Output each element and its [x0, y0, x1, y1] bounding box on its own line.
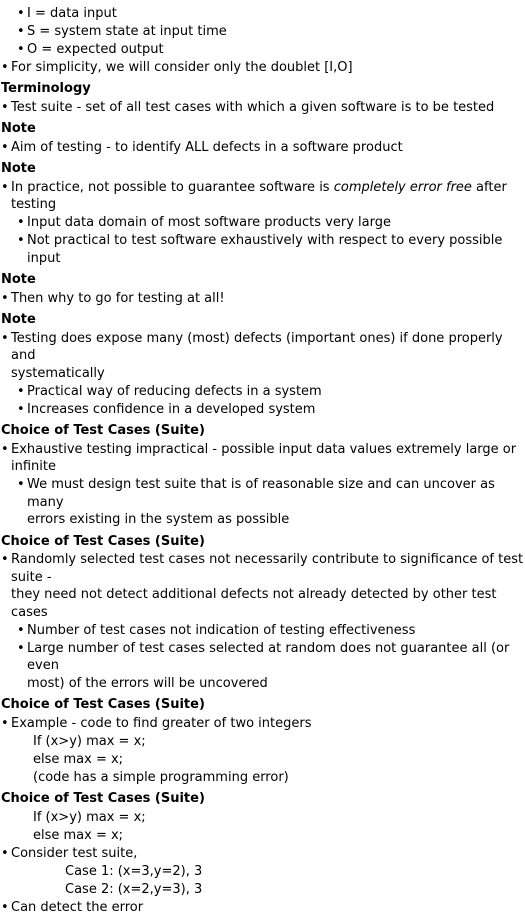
randomly-selected-line-1: Randomly selected test cases not necessarily contribute to significance of test suite -	[11, 552, 523, 585]
bullet-in-practice	[1, 179, 525, 214]
sub-bullet-large-number	[1, 640, 525, 693]
testing-exposes-line-1: Testing does expose many (most) defects (important ones) if done properly and	[11, 331, 503, 364]
heading-note-1: Note	[1, 120, 525, 138]
bullet-aim-of-testing: • Aim of testing - to identify ALL defects in a software product	[1, 139, 525, 157]
in-practice-text-pre: In practice, not possible to guarantee software is	[11, 180, 334, 195]
code-comment: (code has a simple programming error)	[1, 769, 525, 787]
sub-bullet-expected-output: • O = expected output	[1, 41, 525, 59]
code-line-else: else max = x;	[1, 751, 525, 769]
bullet-randomly-selected	[1, 551, 525, 621]
bullet-testing-exposes-defects	[1, 330, 525, 383]
design-test-suite-line-1: We must design test suite that is of reasonable size and can uncover as many	[27, 477, 495, 510]
sub-bullet-system-state: • S = system state at input time	[1, 23, 525, 41]
in-practice-text-post: after testing	[11, 180, 507, 213]
test-case-1: Case 1: (x=3,y=2), 3	[1, 863, 525, 881]
sub-bullet-design-test-suite	[1, 476, 525, 529]
heading-choice-3: Choice of Test Cases (Suite)	[1, 696, 525, 714]
code-line-if: If (x>y) max = x;	[1, 733, 525, 751]
heading-note-2: Note	[1, 160, 525, 178]
sub-bullet-not-practical: • Not practical to test software exhaustively with respect to every possible input	[1, 232, 525, 267]
code-line-else-2: else max = x;	[1, 827, 525, 845]
heading-note-3: Note	[1, 271, 525, 289]
design-test-suite-line-2: errors existing in the system as possible	[27, 512, 289, 527]
heading-note-4: Note	[1, 311, 525, 329]
heading-choice-2: Choice of Test Cases (Suite)	[1, 533, 525, 551]
code-line-if-2: If (x>y) max = x;	[1, 809, 525, 827]
heading-choice-4: Choice of Test Cases (Suite)	[1, 790, 525, 808]
bullet-why-testing: • Then why to go for testing at all!	[1, 290, 525, 308]
large-number-line-2: most) of the errors will be uncovered	[27, 676, 268, 691]
bullet-exhaustive-testing: • Exhaustive testing impractical - possible input data values extremely large or infinite	[1, 441, 525, 476]
in-practice-text-emphasis: completely error free	[334, 180, 472, 195]
sub-bullet-number-of-test-cases: • Number of test cases not indication of testing effectiveness	[1, 622, 525, 640]
heading-choice-1: Choice of Test Cases (Suite)	[1, 422, 525, 440]
test-case-2: Case 2: (x=2,y=3), 3	[1, 881, 525, 899]
heading-terminology: Terminology	[1, 80, 525, 98]
bullet-doublet: • For simplicity, we will consider only the doublet [I,O]	[1, 59, 525, 77]
randomly-selected-line-2: they need not detect additional defects not already detected by other test cases	[11, 587, 496, 620]
sub-bullet-increases-confidence: • Increases confidence in a developed system	[1, 401, 525, 419]
sub-bullet-reducing-defects: • Practical way of reducing defects in a system	[1, 383, 525, 401]
bullet-consider-test-suite: • Consider test suite,	[1, 845, 525, 863]
large-number-line-1: Large number of test cases selected at random does not guarantee all (or even	[27, 641, 509, 674]
bullet-detect-error: • Can detect the error	[1, 899, 525, 916]
sub-bullet-input-domain: • Input data domain of most software products very large	[1, 214, 525, 232]
bullet-example: • Example - code to find greater of two integers	[1, 715, 525, 733]
sub-bullet-data-input: • I = data input	[1, 5, 525, 23]
testing-exposes-line-2: systematically	[11, 366, 105, 381]
bullet-test-suite-definition: • Test suite - set of all test cases with which a given software is to be tested	[1, 99, 525, 117]
